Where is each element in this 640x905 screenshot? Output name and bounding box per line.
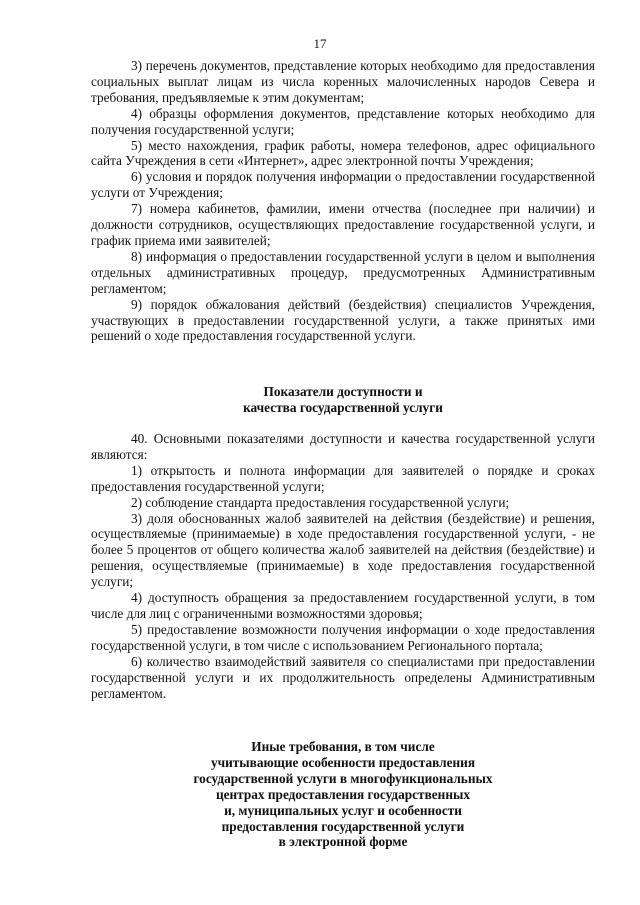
list-item: 3) перечень документов, представление которых необходимо для предоставления социальных выплат лицам из числа коренных малочисленных народов Севера и требования, предъявляемые к этим документам; [91,58,595,105]
list-item: 5) место нахождения, график работы, номера телефонов, адрес официального сайта Учреждения в сети «Интернет», адрес электронной почты Учреждения; [91,137,595,169]
info-list [91,58,595,344]
page-number: 17 [313,36,327,51]
heading-line: центрах предоставления государственных [215,786,471,802]
list-item: 4) доступность обращения за предоставлением государственной услуги, в том числе для лиц с ограниченными возможностями здоровья; [91,590,595,621]
quality-indicators-list [91,431,595,701]
list-item: 7) номера кабинетов, фамилии, имени отчества (последнее при наличии) и должности сотрудников, осуществляющих предоставление государственной услуги, и график приема ими заявителей; [91,201,595,248]
heading-line: Иные требования, в том числе [251,739,435,754]
list-item: 2) соблюдение стандарта предоставления государственной услуги; [131,494,510,510]
list-item: 5) предоставление возможности получения информации о ходе предоставления государственной услуги, в том числе с использованием Регионального портала; [91,621,595,653]
heading-line: предоставления государственной услуги [221,818,465,834]
list-item: 6) количество взаимодействий заявителя со специалистами при предоставлении государственной услуги и их продолжительность определены Административным регламентом. [91,653,595,701]
list-item: 9) порядок обжалования действий (бездействия) специалистов Учреждения, участвующих в предоставлении государственной услуги, а также принятых ими решений о ходе предоставления государственной услуги. [91,296,595,344]
heading-line: учитывающие особенности предоставления [210,754,476,770]
heading-line: и, муниципальных услуг и особенности [224,802,462,818]
heading-line: Показатели доступности и [263,384,423,399]
list-item: 3) доля обоснованных жалоб заявителей на действия (бездействие) и решения, осуществляемые (принимаемые) в ходе предоставления государственной услуги, - не более 5 процентов от общего количества жалоб заявителей на действия (бездействие) и решения, осуществляемые (принимаемые) в ходе предоставления государственной услуги; [91,510,595,590]
list-item: 8) информация о предоставлении государственной услуги в целом и выполнения отдельных административных процедур, предусмотренных Административным регламентом; [91,248,595,296]
heading-line: в электронной форме [278,834,408,850]
list-item: 40. Основными показателями доступности и качества государственной услуги являются: [91,431,595,462]
heading-line: государственной услуги в многофункциональных [193,770,493,786]
heading-line: качества государственной услуги [243,399,443,415]
list-item: 6) условия и порядок получения информации о предоставлении государственной услуги от Учреждения; [91,169,595,201]
section-heading-accessibility [91,384,595,416]
list-item: 4) образцы оформления документов, представление которых необходимо для получения государственной услуги; [91,105,595,137]
list-item: 1) открытость и полнота информации для заявителей о порядке и сроках предоставления государственной услуги; [91,462,595,494]
section-heading-other-requirements [91,739,595,850]
